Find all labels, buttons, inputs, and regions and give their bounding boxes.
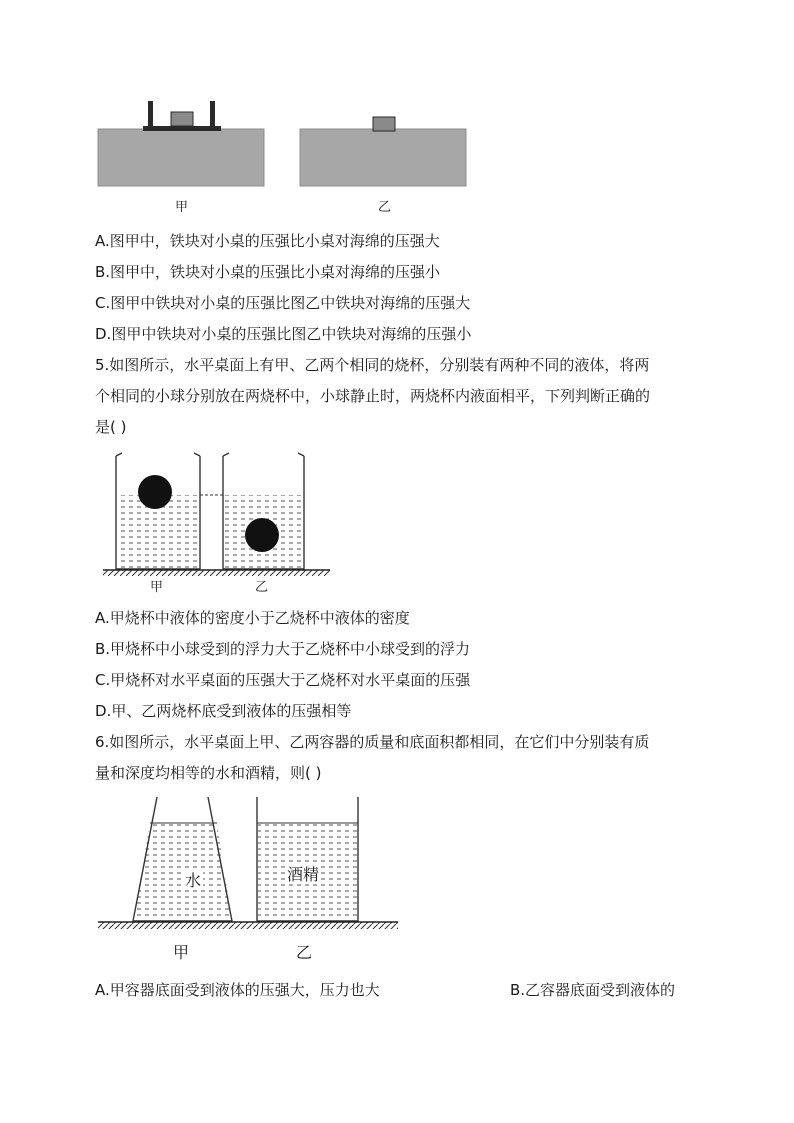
q5-stem-line-2: 个相同的小球分别放在两烧杯中，小球静止时，两烧杯内液面相平，下列判断正确的 [95, 387, 651, 405]
figure3-label-left: 甲 [173, 943, 190, 962]
liquid-label-water: 水 [185, 871, 202, 890]
liquid-label-alcohol: 酒精 [287, 865, 320, 884]
q5-stem-line-3: 是( ) [95, 418, 127, 436]
q6-stem-line-1: 6.如图所示，水平桌面上甲、乙两容器的质量和底面积都相同，在它们中分别装有质 [95, 733, 650, 751]
q4-option-c: C.图甲中铁块对小桌的压强比图乙中铁块对海绵的压强大 [95, 294, 471, 312]
figure3-label-right: 乙 [296, 943, 313, 962]
q5-option-c: C.甲烧杯对水平桌面的压强大于乙烧杯对水平桌面的压强 [95, 671, 471, 689]
q5-option-a: A.甲烧杯中液体的密度小于乙烧杯中液体的密度 [95, 609, 410, 627]
figure1-label-left: 甲 [175, 200, 189, 215]
figure2-label-right: 乙 [255, 580, 269, 595]
q6-option-a: A.甲容器底面受到液体的压强大，压力也大 [95, 981, 380, 999]
q4-option-a: A.图甲中，铁块对小桌的压强比小桌对海绵的压强大 [95, 232, 440, 250]
q4-option-d: D.图甲中铁块对小桌的压强比图乙中铁块对海绵的压强小 [95, 325, 472, 343]
q4-option-b: B.图甲中，铁块对小桌的压强比小桌对海绵的压强小 [95, 263, 441, 281]
table-surface-2 [98, 922, 398, 929]
q5-stem-line-1: 5.如图所示，水平桌面上有甲、乙两个相同的烧杯，分别装有两种不同的液体，将两 [95, 356, 650, 374]
q5-option-d: D.甲、乙两烧杯底受到液体的压强相等 [95, 702, 352, 720]
q6-stem-line-2: 量和深度均相等的水和酒精，则( ) [95, 764, 322, 782]
q5-option-b: B.甲烧杯中小球受到的浮力大于乙烧杯中小球受到的浮力 [95, 640, 471, 658]
figure1-label-right: 乙 [378, 200, 392, 215]
q6-option-b: B.乙容器底面受到液体的 [510, 981, 676, 999]
figure2-label-left: 甲 [150, 580, 164, 595]
